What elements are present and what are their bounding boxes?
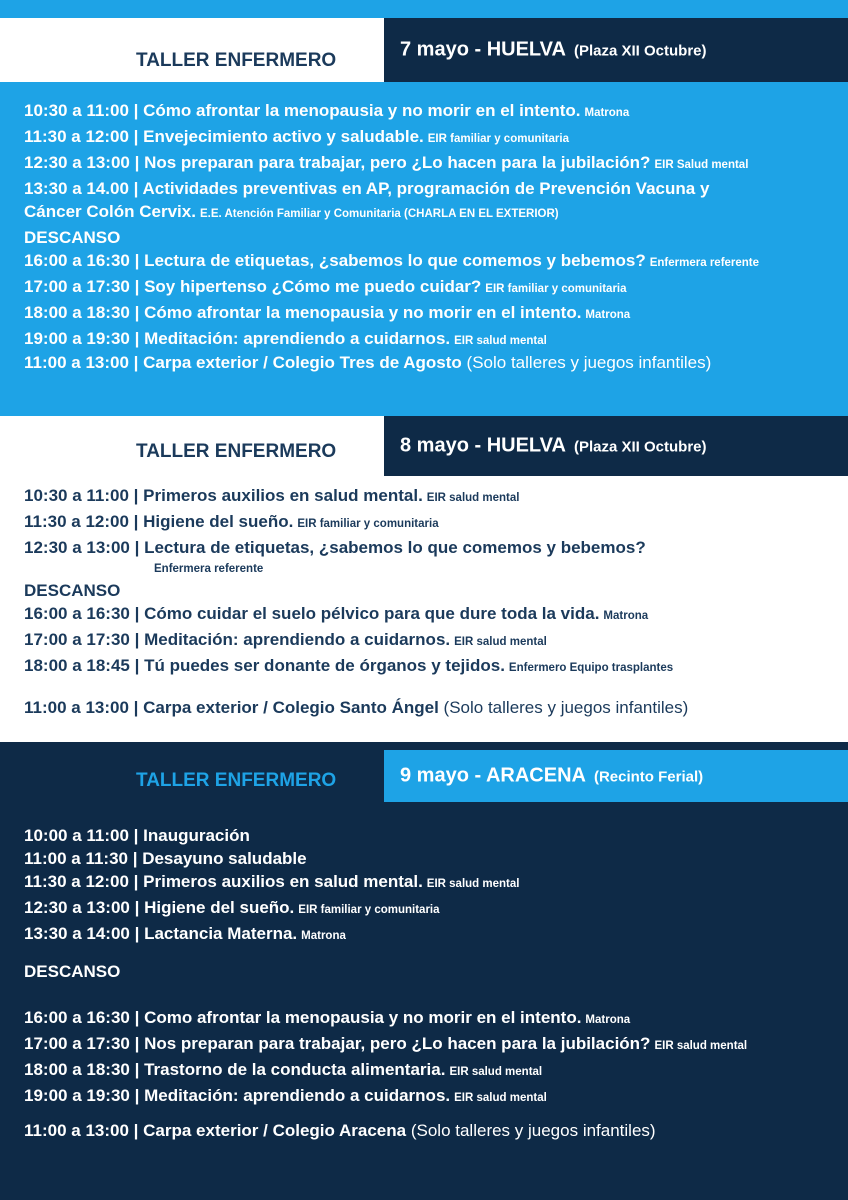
item-topic: Inauguración — [143, 826, 250, 845]
schedule-item — [24, 151, 838, 177]
item-speaker: EIR familiar y comunitaria — [297, 518, 439, 530]
day2-title: TALLER ENFERMERO — [136, 441, 337, 462]
item-speaker: Matrona — [603, 610, 649, 622]
item-speaker: Enfermera referente — [154, 563, 264, 575]
item-speaker: EIR salud mental — [449, 1066, 543, 1078]
item-speaker: EIR Salud mental — [654, 159, 749, 171]
item-speaker: EIR salud mental — [654, 1040, 748, 1052]
schedule-item — [24, 301, 838, 327]
schedule-item — [24, 484, 838, 510]
item-topic: Cómo cuidar el suelo pélvico para que dure toda la vida. — [144, 604, 600, 623]
schedule-item — [24, 327, 838, 353]
item-time: 16:00 a 16:30 | — [24, 251, 140, 270]
day2-date: 8 mayo - HUELVA — [400, 434, 566, 457]
item-time: 19:00 a 19:30 | — [24, 1086, 140, 1105]
break-label: DESCANSO — [24, 228, 121, 247]
item-topic: Meditación: aprendiendo a cuidarnos. — [144, 329, 451, 348]
item-time: 11:30 a 12:00 | — [24, 127, 139, 146]
item-speaker: EIR familiar y comunitaria — [427, 133, 569, 145]
item-time: 11:30 a 12:00 | — [24, 512, 139, 531]
item-speaker: EIR familiar y comunitaria — [298, 904, 440, 916]
day2-place: (Plaza XII Octubre) — [573, 438, 707, 456]
item-speaker: EIR salud mental — [454, 1092, 547, 1104]
day2-date-box — [384, 416, 848, 476]
item-time: 10:30 a 11:00 | — [24, 486, 139, 505]
item-time: 13:30 a 14.00 | — [24, 179, 139, 198]
item-time: 16:00 a 16:30 | — [24, 1008, 140, 1027]
tent-item — [24, 351, 838, 374]
schedule-item — [24, 177, 838, 200]
item-speaker: Enfermero Equipo trasplantes — [508, 662, 674, 674]
item-topic: Nos preparan para trabajar, pero ¿Lo hacen para la jubilación? — [144, 153, 651, 172]
item-speaker: Enfermera referente — [649, 257, 760, 269]
day1-tent — [24, 351, 838, 374]
tent-item — [24, 1119, 838, 1142]
day3-tent — [24, 1119, 838, 1142]
item-topic: Meditación: aprendiendo a cuidarnos. — [144, 630, 451, 649]
item-time: 10:00 a 11:00 | — [24, 826, 139, 845]
day1-date-box — [384, 18, 848, 82]
item-topic: Primeros auxilios en salud mental. — [143, 872, 423, 891]
day1-schedule — [24, 99, 838, 353]
day3-schedule — [24, 824, 838, 948]
item-topic: Lectura de etiquetas, ¿sabemos lo que comemos y bebemos? — [144, 251, 646, 270]
item-speaker: EIR salud mental — [454, 335, 547, 347]
item-note: (Solo talleres y juegos infantiles) — [443, 698, 689, 717]
schedule-item — [24, 536, 838, 559]
item-topic: Cómo afrontar la menopausia y no morir en el intento. — [143, 101, 581, 120]
item-time: 17:00 a 17:30 | — [24, 630, 140, 649]
item-speaker: EIR familiar y comunitaria — [485, 283, 627, 295]
schedule-item — [24, 922, 838, 948]
item-speaker: EIR salud mental — [426, 878, 520, 890]
tent-item — [24, 696, 838, 719]
item-topic: Carpa exterior / Colegio Aracena — [143, 1121, 407, 1140]
item-topic: Desayuno saludable — [142, 849, 307, 868]
schedule-item — [24, 824, 838, 847]
item-speaker: Matrona — [301, 930, 346, 942]
item-speaker: E.E. Atención Familiar y Comunitaria (CHARLA EN EL EXTERIOR) — [199, 208, 559, 220]
item-time: 12:30 a 13:00 | — [24, 538, 140, 557]
schedule-item — [24, 1058, 838, 1084]
schedule-item — [24, 870, 838, 896]
item-topic: Higiene del sueño. — [144, 898, 295, 917]
item-time: 12:30 a 13:00 | — [24, 898, 140, 917]
item-topic: Lactancia Materna. — [144, 924, 298, 943]
day2-date-line — [400, 435, 707, 458]
day1-title: TALLER ENFERMERO — [136, 50, 337, 71]
schedule-item — [24, 896, 838, 922]
day3-section — [0, 742, 848, 1200]
day2-tent — [24, 696, 838, 719]
item-topic: Lectura de etiquetas, ¿sabemos lo que comemos y bebemos? — [144, 538, 646, 557]
item-time: 13:30 a 14:00 | — [24, 924, 140, 943]
schedule-item — [24, 125, 838, 151]
day2-section — [0, 416, 848, 742]
item-time: 17:00 a 17:30 | — [24, 1034, 140, 1053]
schedule-item — [24, 275, 838, 301]
item-topic: Primeros auxilios en salud mental. — [143, 486, 423, 505]
item-speaker: Matrona — [585, 309, 631, 321]
day3-date-box — [384, 750, 848, 802]
item-topic: Tú puedes ser donante de órganos y tejidos. — [144, 656, 505, 675]
day3-title: TALLER ENFERMERO — [136, 770, 337, 791]
schedule-item — [24, 1032, 838, 1058]
break-label: DESCANSO — [24, 581, 121, 600]
item-topic: Como afrontar la menopausia y no morir en el intento. — [144, 1008, 582, 1027]
schedule-item — [24, 628, 838, 654]
item-time: 11:30 a 12:00 | — [24, 872, 139, 891]
day3-place: (Recinto Ferial) — [593, 768, 704, 786]
item-time: 18:00 a 18:45 | — [24, 656, 140, 675]
item-topic: Nos preparan para trabajar, pero ¿Lo hacen para la jubilación? — [144, 1034, 651, 1053]
day1-date: 7 mayo - HUELVA — [400, 38, 566, 61]
schedule-item — [24, 99, 838, 125]
schedule-item — [24, 510, 838, 536]
item-topic: Cómo afrontar la menopausia y no morir en el intento. — [144, 303, 582, 322]
item-time: 18:00 a 18:30 | — [24, 303, 140, 322]
day1-title-box — [0, 18, 384, 82]
schedule-item-continued — [24, 200, 838, 226]
day1-date-line — [400, 39, 707, 62]
item-time: 11:00 a 13:00 | — [24, 698, 139, 717]
item-time: 19:00 a 19:30 | — [24, 329, 140, 348]
item-topic: Cáncer Colón Cervix. — [24, 202, 196, 221]
schedule-item — [24, 1084, 838, 1110]
item-time: 11:00 a 11:30 | — [24, 849, 138, 868]
schedule-item — [24, 602, 838, 628]
day3-date-line — [400, 765, 703, 788]
item-speaker: Matrona — [584, 107, 630, 119]
item-topic: Carpa exterior / Colegio Tres de Agosto — [143, 353, 462, 372]
break-label: DESCANSO — [24, 962, 121, 981]
item-time: 10:30 a 11:00 | — [24, 101, 139, 120]
item-topic: Actividades preventivas en AP, programación de Prevención Vacuna y — [142, 179, 710, 198]
item-note: (Solo talleres y juegos infantiles) — [466, 353, 712, 372]
item-topic: Trastorno de la conducta alimentaria. — [144, 1060, 446, 1079]
item-speaker: Matrona — [585, 1014, 631, 1026]
item-topic: Higiene del sueño. — [143, 512, 294, 531]
item-topic: Carpa exterior / Colegio Santo Ángel — [143, 698, 439, 717]
item-topic: Meditación: aprendiendo a cuidarnos. — [144, 1086, 451, 1105]
item-topic: Soy hipertenso ¿Cómo me puedo cuidar? — [144, 277, 482, 296]
day3-break — [24, 960, 838, 983]
schedule-item — [24, 654, 838, 680]
item-speaker: EIR salud mental — [454, 636, 547, 648]
item-time: 17:00 a 17:30 | — [24, 277, 140, 296]
day1-section — [0, 0, 848, 416]
day1-place: (Plaza XII Octubre) — [573, 42, 707, 60]
item-note: (Solo talleres y juegos infantiles) — [410, 1121, 656, 1140]
day3-date: 9 mayo - ARACENA — [400, 764, 586, 787]
schedule-item — [24, 1006, 838, 1032]
item-topic: Envejecimiento activo y saludable. — [143, 127, 424, 146]
item-time: 16:00 a 16:30 | — [24, 604, 140, 623]
schedule-item — [24, 249, 838, 275]
item-time: 18:00 a 18:30 | — [24, 1060, 140, 1079]
day3-schedule-afternoon — [24, 1006, 838, 1110]
schedule-item — [24, 847, 838, 870]
item-speaker: EIR salud mental — [426, 492, 520, 504]
item-time: 11:00 a 13:00 | — [24, 353, 139, 372]
item-time: 12:30 a 13:00 | — [24, 153, 140, 172]
item-time: 11:00 a 13:00 | — [24, 1121, 139, 1140]
day2-schedule — [24, 484, 838, 680]
